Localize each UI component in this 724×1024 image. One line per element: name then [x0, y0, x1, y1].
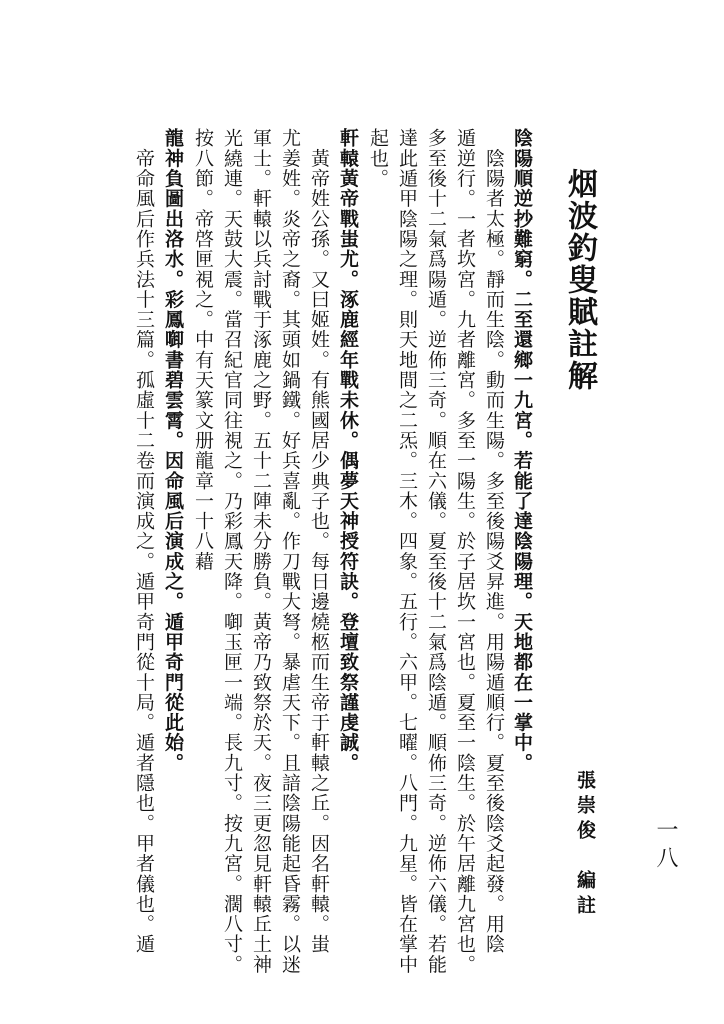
commentary-line: 達此遁甲陰陽之理。則天地間之二炁。三木。四象。五行。六甲。七曜。八門。九星。皆在掌中 — [396, 128, 418, 975]
commentary-line: 帝命風后作兵法十三篇。孤虛十二卷而演成之。遁甲奇門從十局。遁者隱也。甲者儀也。遁 — [133, 128, 155, 955]
commentary-line: 尤姜姓。炎帝之裔。其頭如鍋鐵。好兵喜亂。作刀戰大弩。暴虐天下。且諳陰陽能起昏霧。以迷 — [279, 128, 301, 975]
commentary-line: 按八節。帝啓匣視之。中有天篆文册龍章一十八藉 — [192, 128, 214, 572]
author-credit: 張崇俊 編註 — [574, 770, 596, 920]
commentary-line: 陰陽者太極。靜而生陰。動而生陽。多至後陽爻昇進。用陽遁順行。夏至後陰爻起發。用陰 — [483, 128, 505, 955]
commentary-line: 遁逆行。一者坎宮。九者離宮。多至一陽生。於子居坎一宮也。夏至一陰生。於午居離九宮也。 — [454, 128, 476, 975]
verse-line: 陰陽順逆抄難窮。二至還鄉一九宮。若能了達陰陽理。天地都在一掌中。 — [511, 128, 533, 773]
commentary-line: 黃帝姓公孫。又曰姬姓。有熊國居少典子也。每日邊燒柩而生帝于軒轅之丘。因名軒轅。蚩 — [308, 128, 330, 955]
page-title: 烟波釣叟賦註解 — [562, 168, 597, 392]
commentary-line: 軍士。軒轅以兵討戰于涿鹿之野。五十二陣未分勝負。黃帝乃致祭於天。夜三更忽見軒轅丘土神 — [250, 128, 272, 975]
commentary-line: 光繞連。天鼓大震。當召紀官同往視之。乃彩鳳天降。啣玉匣一端。長九寸。按九宮。濶八寸。 — [221, 128, 243, 975]
commentary-line: 起也。 — [367, 128, 389, 189]
verse-line: 龍神負圖出洛水。彩鳳啣書碧雲霄。因命風后演成之。遁甲奇門從此始。 — [162, 128, 184, 773]
page-number: 一八 — [653, 818, 678, 874]
commentary-line: 多至後十二氣爲陽遁。逆佈三奇。順在六儀。夏至後十二氣爲陰遁。順佈三奇。逆佈六儀。若能 — [425, 128, 447, 975]
verse-line: 軒轅黃帝戰蚩尤。涿鹿經年戰未休。偶夢天神授符訣。登壇致祭謹虔誠。 — [337, 128, 359, 773]
